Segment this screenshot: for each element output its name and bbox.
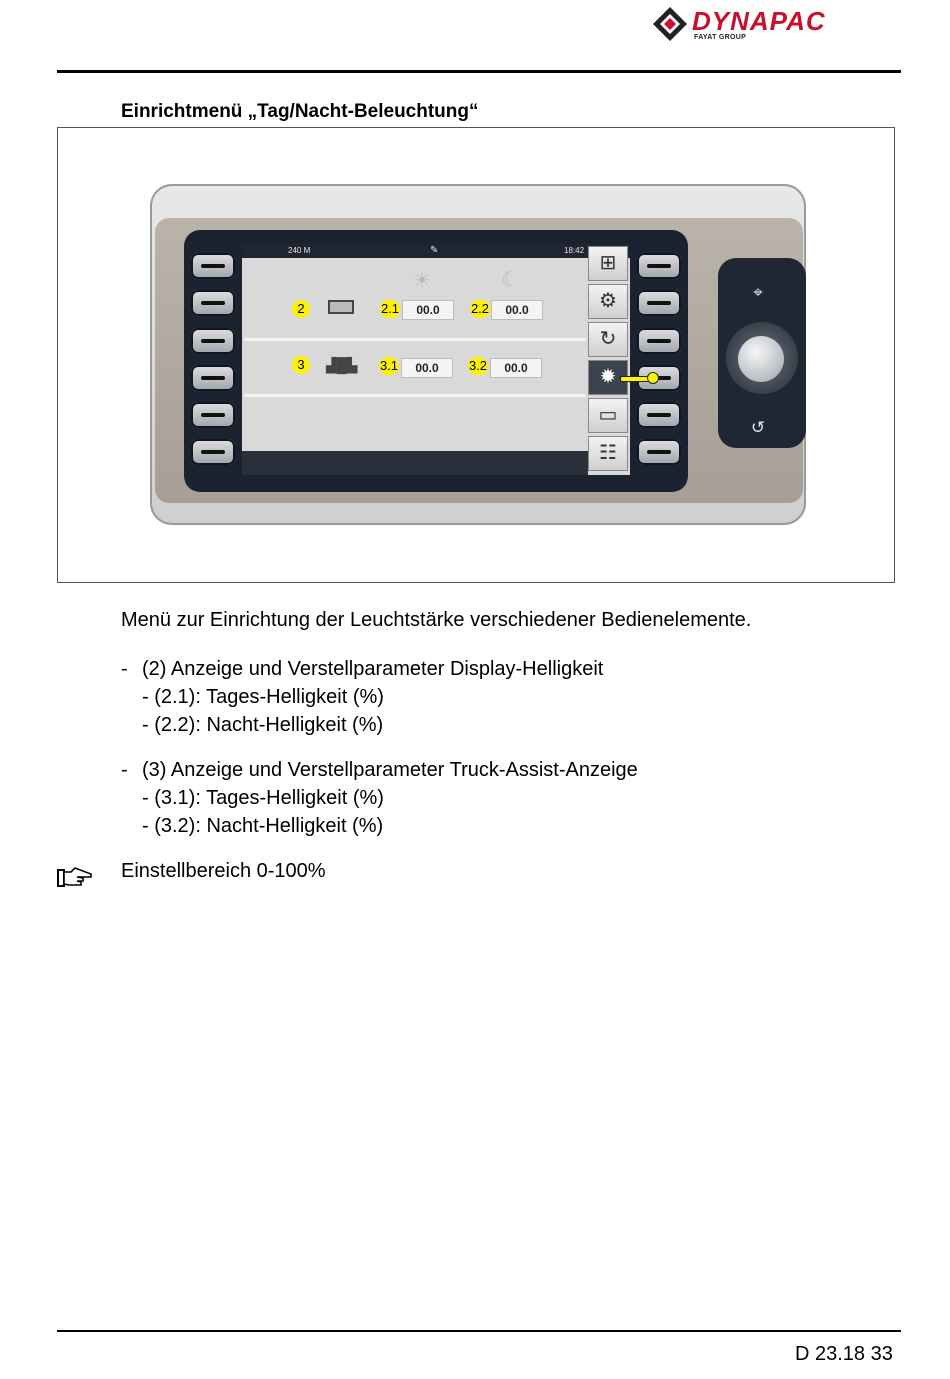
wrench-icon: ✎ [430,245,439,256]
dynapac-diamond-icon [652,6,688,42]
callout-badge-2-1: 2.1 [380,301,400,316]
list-sub-3-2: - (3.2): Nacht-Helligkeit (%) [142,815,384,837]
list-sub-3-1: - (3.1): Tages-Helligkeit (%) [142,787,384,809]
highlight-dot [647,372,659,384]
page-title: Einrichtmenü „Tag/Nacht-Beleuchtung“ [121,101,479,122]
soft-key-left-5[interactable] [191,402,235,428]
row-divider [244,338,586,341]
soft-key-left-1[interactable] [191,253,235,279]
night-brightness-truck-assist-field[interactable]: 00.0 [490,358,542,378]
brand-subtitle: FAYAT GROUP [694,34,747,41]
rotary-knob-button[interactable] [738,336,784,382]
callout-badge-3-1: 3.1 [379,358,399,373]
soft-key-right-5[interactable] [637,402,681,428]
status-left: 240 M [288,246,311,255]
screen-status-bar [242,244,630,258]
back-icon[interactable]: ↺ [750,418,766,437]
status-clock: 18:42 [564,246,585,255]
callout-badge-3: 3 [292,356,310,374]
list-dash: - [121,658,128,680]
list-dash: - [121,759,128,781]
list-item-3: (3) Anzeige und Verstellparameter Truck-Assist-Anzeige [142,759,638,781]
list-item-2: (2) Anzeige und Verstellparameter Display-Helligkeit [142,658,604,680]
display-icon [328,300,354,314]
header-rule [57,70,901,73]
sun-icon: ☀ [413,270,431,292]
soft-key-right-2[interactable] [637,290,681,316]
document-code: D 23.18 33 [795,1343,893,1365]
paver-truck-icon: ▟█▙ [326,357,358,373]
screen-bottom-bar [242,451,588,475]
intro-text: Menü zur Einrichtung der Leuchtstärke verschiedener Bedienelemente. [121,609,752,631]
note-text: Einstellbereich 0-100% [121,860,326,882]
rotate-settings-icon[interactable]: ↻ [588,322,628,357]
footer-rule [57,1330,901,1332]
soft-key-right-1[interactable] [637,253,681,279]
callout-badge-3-2: 3.2 [468,358,488,373]
day-brightness-truck-assist-field[interactable]: 00.0 [401,358,453,378]
soft-key-left-6[interactable] [191,439,235,465]
moon-icon: ☾ [501,269,519,291]
soft-key-right-3[interactable] [637,328,681,354]
dynapac-logo [652,4,912,48]
list-sub-2-2: - (2.2): Nacht-Helligkeit (%) [142,714,384,736]
list-sub-2-1: - (2.1): Tages-Helligkeit (%) [142,686,384,708]
soft-key-right-6[interactable] [637,439,681,465]
list-icon[interactable]: ☷ [588,436,628,471]
target-icon[interactable]: ⌖ [753,283,763,302]
soft-key-left-3[interactable] [191,328,235,354]
brand-name: DYNAPAC [692,6,826,36]
callout-badge-2: 2 [292,300,310,318]
row-divider [244,394,586,397]
display-icon[interactable]: ▭ [588,398,628,433]
layout-icon[interactable]: ⊞ [588,246,628,281]
paver-settings-icon[interactable]: ⚙ [588,284,628,319]
soft-key-left-2[interactable] [191,290,235,316]
soft-key-left-4[interactable] [191,365,235,391]
day-brightness-display-field[interactable]: 00.0 [402,300,454,320]
callout-badge-2-2: 2.2 [470,301,490,316]
pointing-hand-icon [57,866,93,888]
night-brightness-display-field[interactable]: 00.0 [491,300,543,320]
brightness-icon[interactable]: ✹ [588,360,628,395]
